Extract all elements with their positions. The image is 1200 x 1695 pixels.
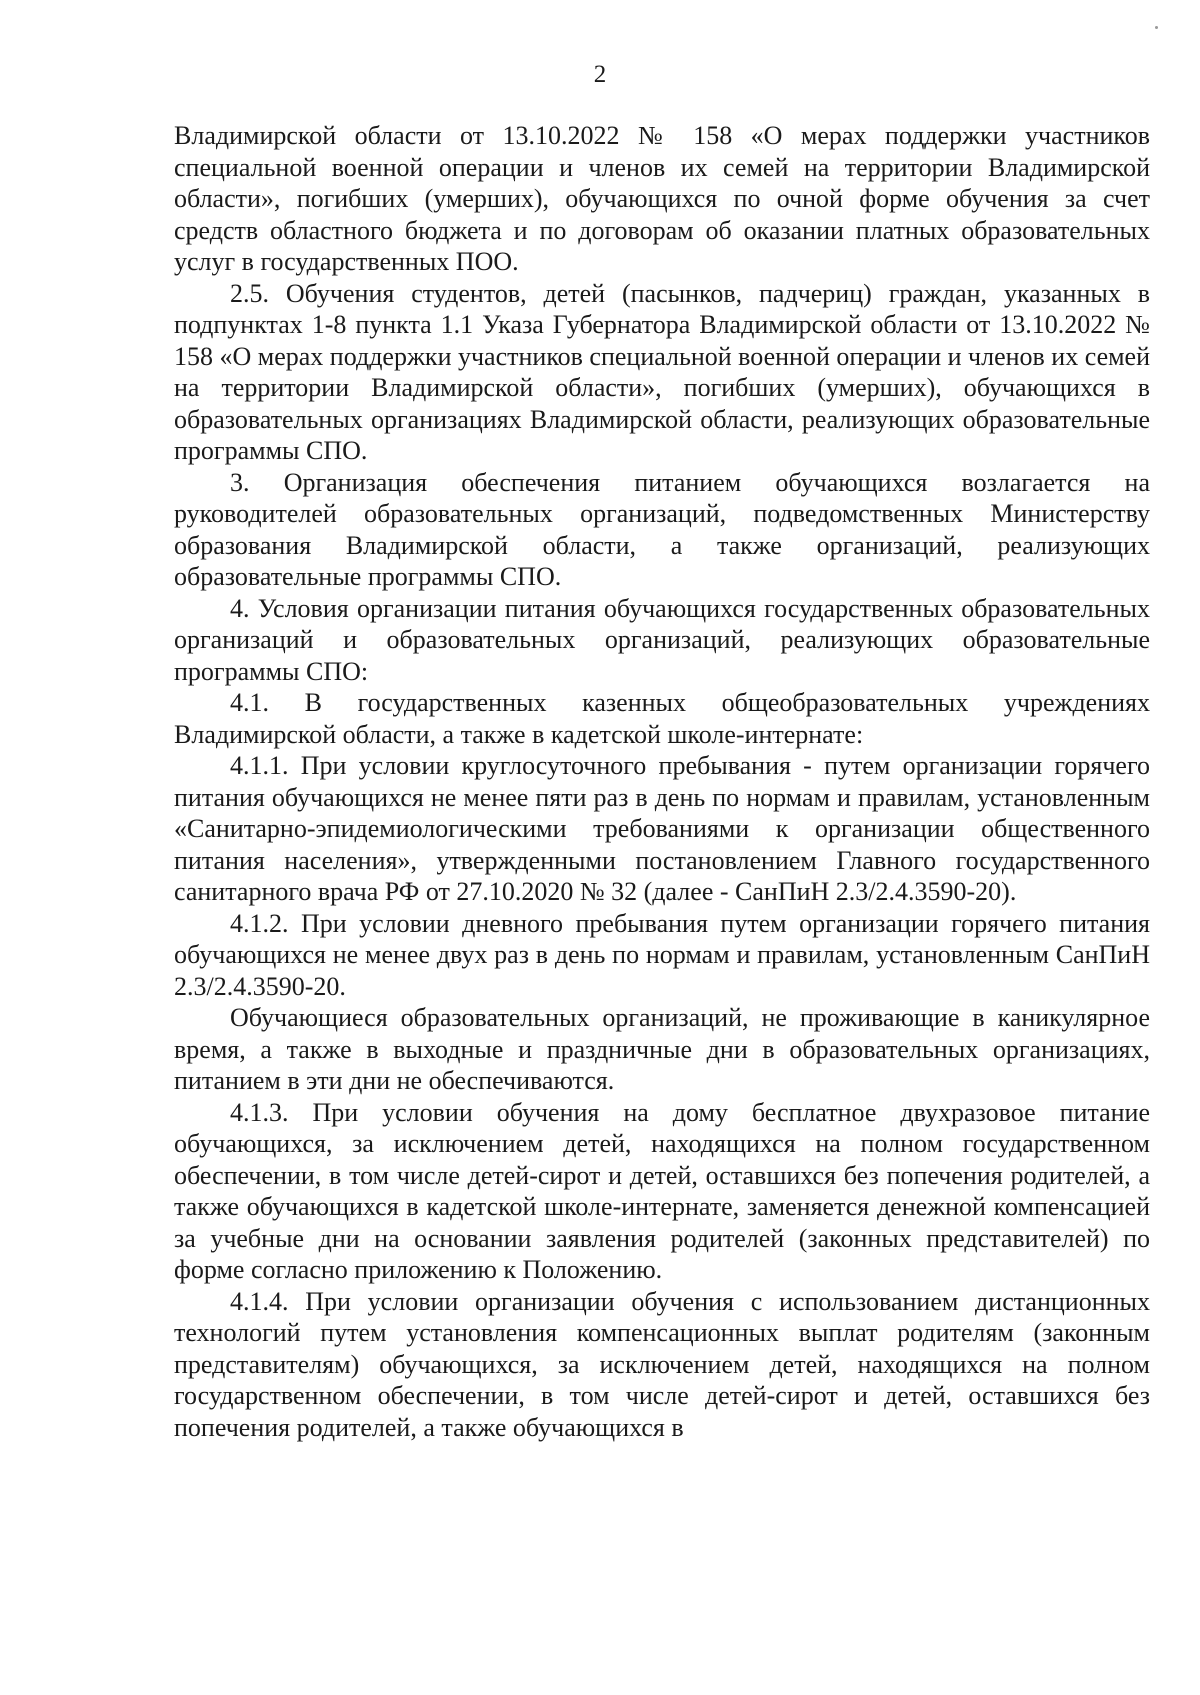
paragraph-continuation: Владимирской области от 13.10.2022 № 158 «О мерах поддержки участников специальной военной операции и членов их семей на территории Владимирской области», погибших (умерших), обучающихся по очной форме обучения за счет средств областного бюджета и по договорам об оказании платных образовательных услуг в государственных ПОО. (174, 121, 1150, 276)
paragraph-4: 4. Условия организации питания обучающихся государственных образовательных организаций и образовательных организаций, реализующих образовательные программы СПО: (174, 593, 1150, 686)
document-body (174, 120, 1150, 1443)
scan-speck (1155, 26, 1158, 29)
paragraph-4-1-1: 4.1.1. При условии круглосуточного пребывания - путем организации горячего питания обучающихся не менее пяти раз в день по нормам и правилам, установленным «Санитарно-эпидемиологическими требованиями к организации общественного питания населения», утвержденными постановлением Главного государственного санитарного врача РФ от 27.10.2020 № 32 (далее - СанПиН 2.3/2.4.3590-20). (174, 751, 1150, 906)
paragraph-4-1-2: 4.1.2. При условии дневного пребывания путем организации горячего питания обучающихся не менее двух раз в день по нормам и правилам, установленным СанПиН 2.3/2.4.3590-20. (174, 908, 1150, 1001)
paragraph-note-holidays: Обучающиеся образовательных организаций, не проживающие в каникулярное время, а также в выходные и праздничные дни в образовательных организациях, питанием в эти дни не обеспечиваются. (174, 1003, 1150, 1095)
paragraph-2-5: 2.5. Обучения студентов, детей (пасынков, падчериц) граждан, указанных в подпунктах 1-8 пункта 1.1 Указа Губернатора Владимирской области от 13.10.2022 № 158 «О мерах поддержки участников специальной военной операции и членов их семей на территории Владимирской области», погибших (умерших), обучающихся в образовательных организациях Владимирской области, реализующих образовательные программы СПО. (174, 278, 1151, 465)
paragraph-4-1: 4.1. В государственных казенных общеобразовательных учреждениях Владимирской области, а также в кадетской школе-интернате: (174, 688, 1150, 749)
paragraph-4-1-4: 4.1.4. При условии организации обучения с использованием дистанционных технологий путем установления компенсационных выплат родителям (законным представителям) обучающихся, за исключением детей, находящихся на полном государственном обеспечении, в том числе детей-сирот и детей, оставшихся без попечения родителей, а также обучающихся в (174, 1286, 1150, 1442)
paragraph-3: 3. Организация обеспечения питанием обучающихся возлагается на руководителей образовательных организаций, подведомственных Министерству образования Владимирской области, а также организаций, реализующих образовательные программы СПО. (174, 467, 1150, 591)
page-number: 2 (593, 61, 607, 88)
paragraph-4-1-3: 4.1.3. При условии обучения на дому бесплатное двухразовое питание обучающихся, за исключением детей, находящихся на полном государственном обеспечении, в том числе детей-сирот и детей, оставшихся без попечения родителей, а также обучающихся в кадетской школе-интернате, заменяется денежной компенсацией за учебные дни на основании заявления родителей (законных представителей) по форме согласно приложению к Положению. (174, 1097, 1150, 1284)
